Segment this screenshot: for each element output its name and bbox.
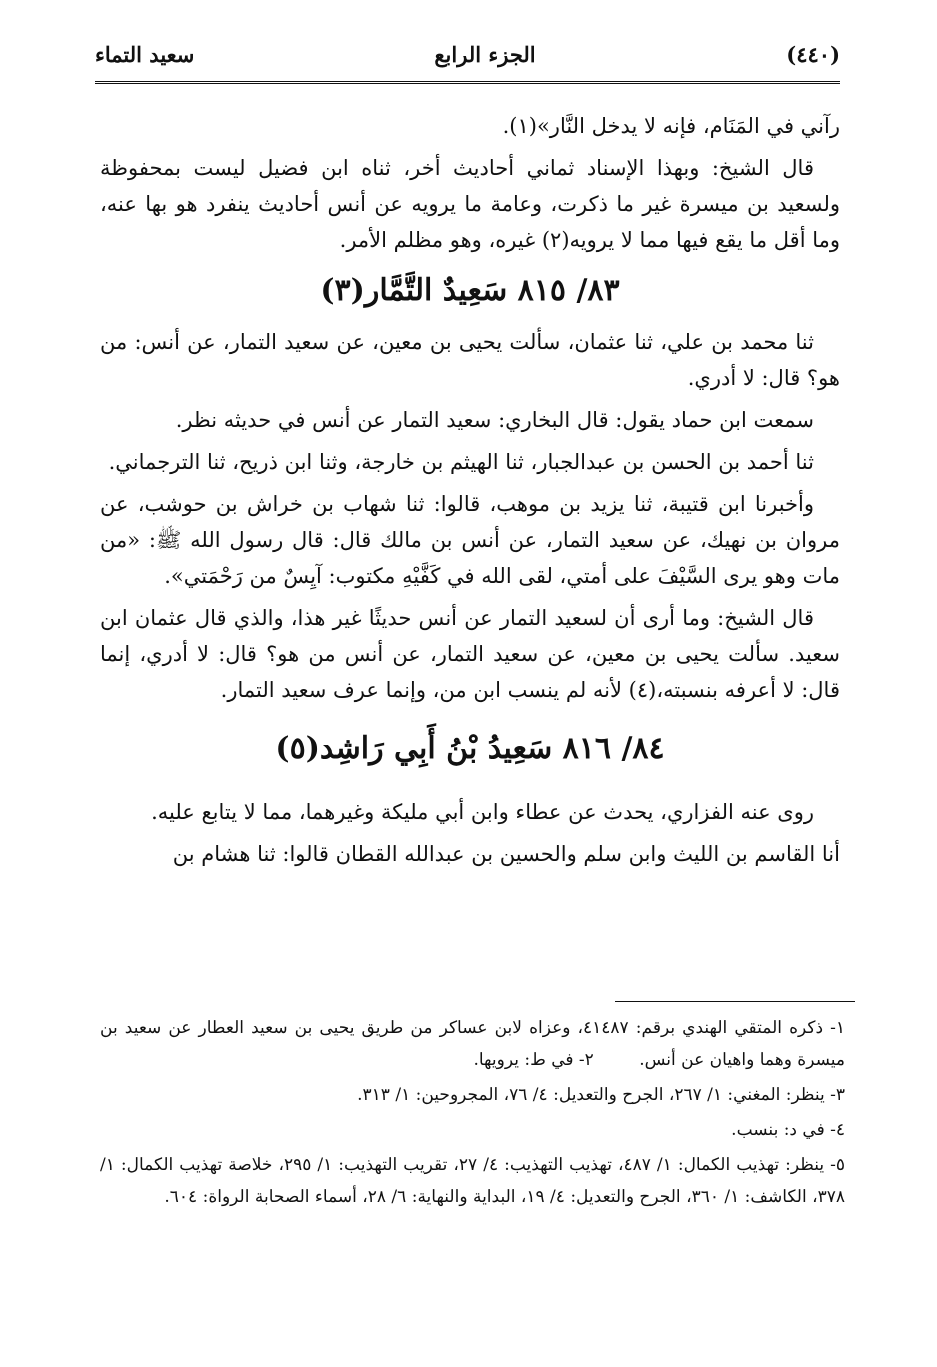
header-rule [95,81,840,84]
paragraph: ثنا أحمد بن الحسن بن عبدالجبار، ثنا الهيثم بن خارجة، وثنا ابن ذريح، ثنا الترجماني. [108,450,814,474]
page-number: (٤٤٠) [786,42,840,67]
paragraph: رآني في المَنَام، فإنه لا يدخل النَّار»(١). [502,114,840,138]
footnote [100,1012,845,1076]
footnotes [100,1012,845,1216]
paragraph: روى عنه الفزاري، يحدث عن عطاء وابن أبي مليكة وغيرهما، مما لا يتابع عليه. [151,800,814,824]
footnote-rule [615,1001,855,1002]
entry-heading: ٨٣/ ٨١٥ سَعِيدٌ التَّمَّار(٣) [320,273,620,308]
paragraph: وأخبرنا ابن قتيبة، ثنا يزيد بن موهب، قالوا: ثنا شهاب بن خراش بن حوشب، عن مروان بن نهيك، عن سعيد التمار، عن أنس بن مالك قال: قال رسول الله ﷺ: «من مات وهو يرى السَّيْفَ على أمتي، لقى الله في كَفَّيْهِ مكتوب: آيِسٌ من رَحْمَتي». [100,492,840,588]
paragraph: قال الشيخ: وبهذا الإسناد ثماني أحاديث أخر، ثناه ابن فضيل ليست بمحفوظة ولسعيد بن ميسرة غير ما ذكرت، وعامة ما يرويه عن أنس أحاديث ينفرد هو بها عنه، وما أقل ما يقع فيها مما لا يرويه(٢) غيره، وهو مظلم الأمر. [100,156,840,252]
page-header [95,40,840,84]
volume-title: الجزء الرابع [434,42,536,67]
paragraph: ثنا محمد بن علي، ثنا عثمان، سألت يحيى بن معين، عن سعيد التمار، عن أنس: من هو؟ قال: لا أدري. [100,330,840,390]
footnote: ٥- ينظر: تهذيب الكمال: ١/ ٤٨٧، تهذيب التهذيب: ٤/ ٢٧، تقريب التهذيب: ١/ ٢٩٥، خلاصة تهذيب الكمال: ١/ ٣٧٨، الكاشف: ١/ ٣٦٠، الجرح والتعديل: ٤/ ١٩، البداية والنهاية: ٦/ ٢٨، أسماء الصحابة الرواة: ٦٠٤. [100,1155,845,1207]
main-text [100,108,840,878]
footnote: ٤- في د: بنسب. [731,1120,845,1140]
paragraph: قال الشيخ: وما أرى أن لسعيد التمار عن أنس حديثًا غير هذا، والذي قال عثمان ابن سعيد. سألت يحيى بن معين، عن سعيد التمار، عن أنس من هو؟ قال: لا أدري، إنما قال: لا أعرفه بنسبته،(٤) لأنه لم ينسب ابن من، وإنما عرف سعيد التمار. [100,606,840,702]
paragraph: أنا القاسم بن الليث وابن سلم والحسين بن عبدالله القطان قالوا: ثنا هشام بن [172,842,840,866]
paragraph: سمعت ابن حماد يقول: قال البخاري: سعيد التمار عن أنس في حديثه نظر. [175,408,814,432]
footnote: ٣- ينظر: المغني: ١/ ٢٦٧، الجرح والتعديل: ٤/ ٧٦، المجروحين: ١/ ٣١٣. [357,1085,845,1105]
running-title: سعيد التماء [95,42,195,67]
footnote-text: ٢- في ط: يرويها. [473,1050,594,1070]
entry-heading: ٨٤/ ٨١٦ سَعِيدُ بْنُ أَبِي رَاشِد(٥) [275,731,665,766]
footnote-text: ١- ذكره المتقي الهندي برقم: ٤١٤٨٧، وعزاه لابن عساكر من طريق يحيى بن سعيد العطار عن سعيد بن ميسرة وهما واهيان عن أنس. [100,1018,845,1070]
